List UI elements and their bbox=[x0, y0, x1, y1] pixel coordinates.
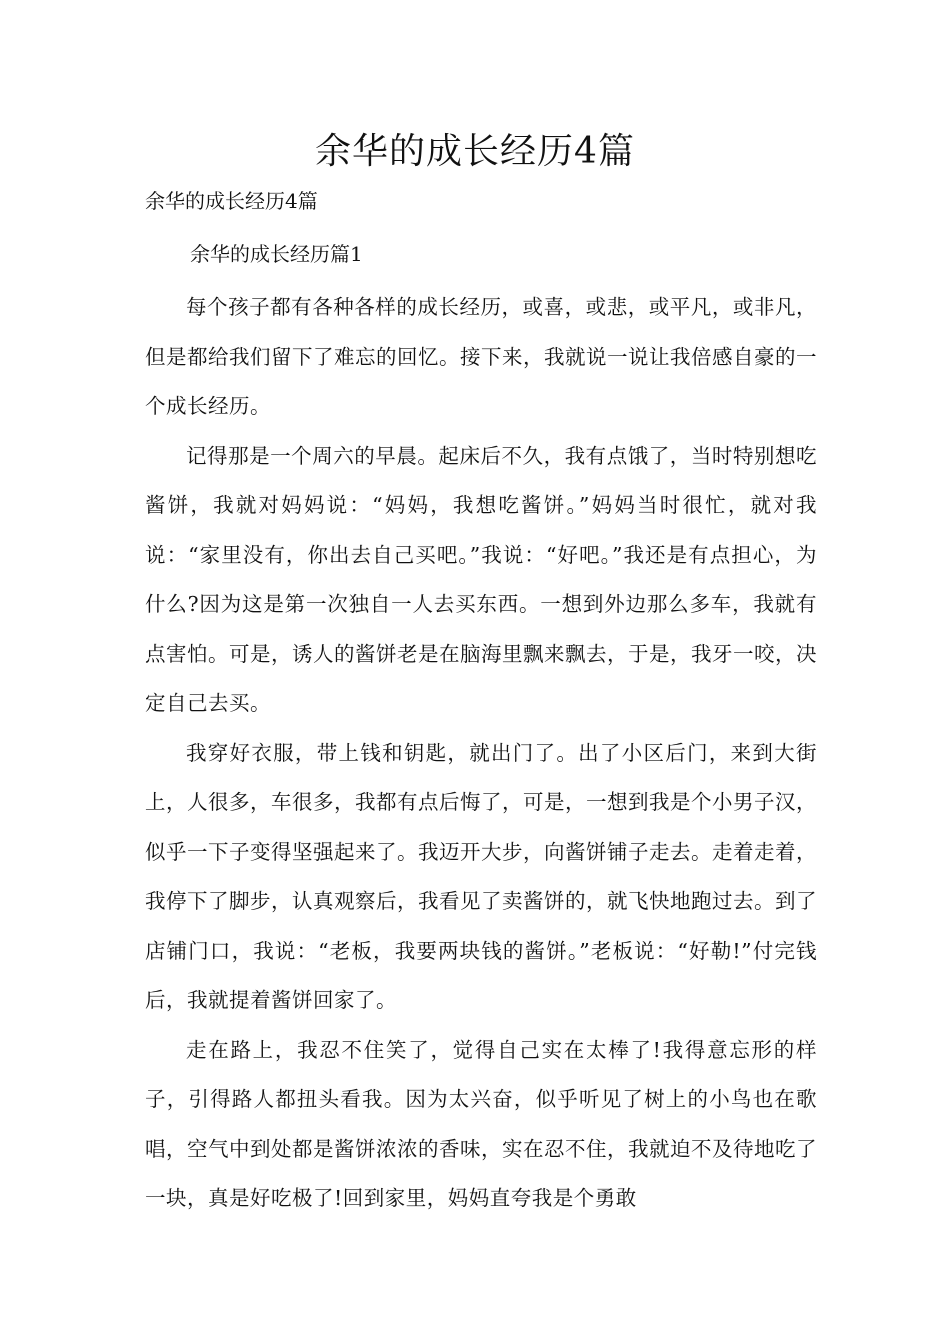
document-body bbox=[145, 283, 817, 1224]
paragraph: 记得那是一个周六的早晨。起床后不久，我有点饿了，当时特别想吃酱饼，我就对妈妈说：“妈妈，我想吃酱饼。”妈妈当时很忙，就对我说：“家里没有，你出去自己买吧。”我说：“好吧。”我还是有点担心，为什么?因为这是第一次独自一人去买东西。一想到外边那么多车，我就有点害怕。可是，诱人的酱饼老是在脑海里飘来飘去，于是，我牙一咬，决定自己去买。 bbox=[145, 443, 817, 715]
section-heading: 余华的成长经历篇1 bbox=[190, 242, 363, 266]
paragraph: 我穿好衣服，带上钱和钥匙，就出门了。出了小区后门，来到大街上，人很多，车很多，我都有点后悔了，可是，一想到我是个小男子汉，似乎一下子变得坚强起来了。我迈开大步，向酱饼铺子走去。走着走着，我停下了脚步，认真观察后，我看见了卖酱饼的，就飞快地跑过去。到了店铺门口，我说：“老板，我要两块钱的酱饼。”老板说：“好勒!”付完钱后，我就提着酱饼回家了。 bbox=[145, 740, 817, 1012]
document-subtitle: 余华的成长经历4篇 bbox=[145, 189, 318, 213]
document-title: 余华的成长经历4篇 bbox=[315, 131, 635, 172]
paragraph: 每个孩子都有各种各样的成长经历，或喜，或悲，或平凡，或非凡，但是都给我们留下了难忘的回忆。接下来，我就说一说让我倍感自豪的一个成长经历。 bbox=[145, 295, 817, 418]
paragraph: 走在路上，我忍不住笑了，觉得自己实在太棒了!我得意忘形的样子，引得路人都扭头看我。因为太兴奋，似乎听见了树上的小鸟也在歌唱，空气中到处都是酱饼浓浓的香味，实在忍不住，我就迫不及待地吃了一块，真是好吃极了!回到家里，妈妈直夸我是个勇敢 bbox=[145, 1037, 817, 1210]
